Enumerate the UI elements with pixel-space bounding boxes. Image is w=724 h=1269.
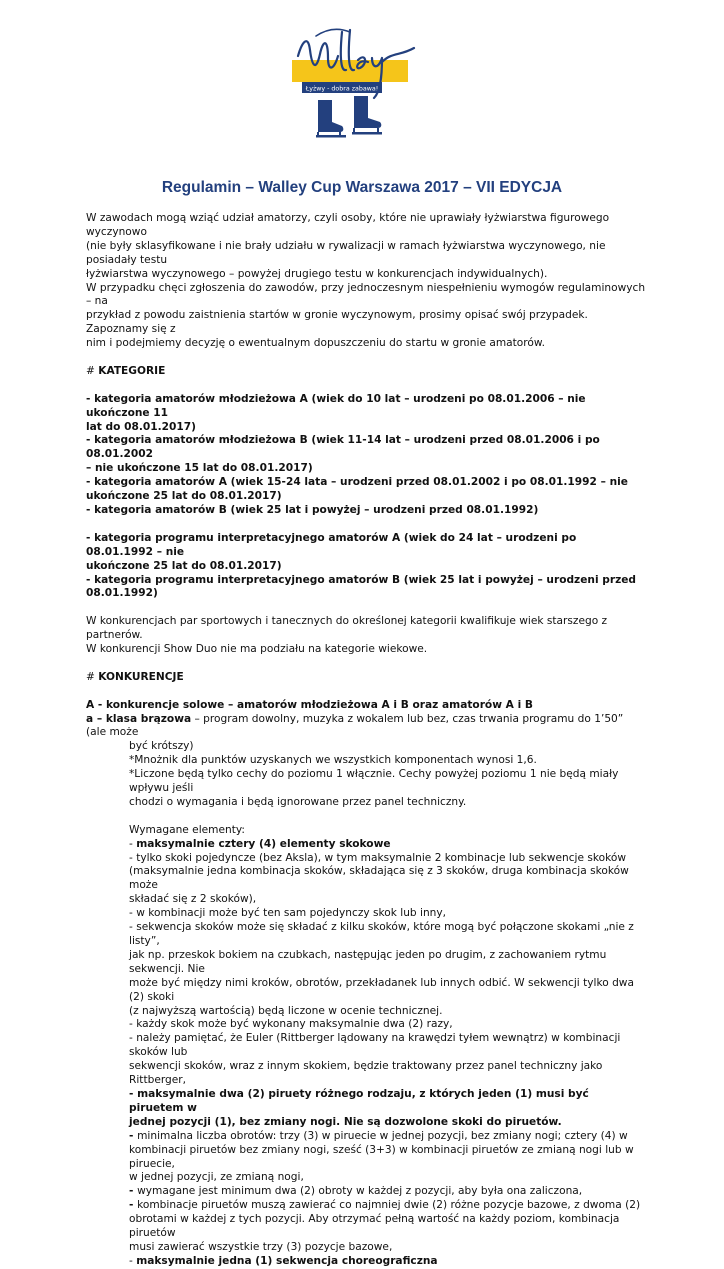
kategorie-list-1 [86, 393, 646, 518]
walley-logo [288, 22, 420, 150]
rule-line: musi zawierać wszystkie trzy (3) pozycje bazowe, [129, 1240, 393, 1253]
spins-heading: - maksymalnie dwa (2) piruety różnego rodzaju, z których jeden (1) musi być piruetem w [129, 1087, 589, 1114]
kategorie-list-2 [86, 532, 646, 602]
jumps-heading: - maksymalnie cztery (4) elementy skokowe [129, 837, 391, 850]
walley-logo-graphic [288, 22, 420, 150]
section-a-heading: A - konkurencje solowe – amatorów młodzieżowa A i B oraz amatorów A i B [86, 698, 533, 711]
bronze-notes [86, 754, 646, 810]
category-line: ukończone 25 lat do 08.01.2017) [86, 490, 282, 503]
logo-tagline: Łyżwy - dobra zabawa! [305, 85, 379, 93]
category-line: ukończone 25 lat do 08.01.2017) [86, 559, 282, 572]
rule-line: (maksymalnie jedna kombinacja skoków, składająca się z 3 skoków, druga kombinacja skoków może [129, 865, 629, 892]
kategorie-note: W konkurencji Show Duo nie ma podziału na kategorie wiekowe. [86, 643, 428, 656]
category-line: - kategoria programu interpretacyjnego amatorów B (wiek 25 lat i powyżej – urodzeni przed [86, 573, 637, 586]
spins-heading-cont: jednej pozycji (1), bez zmiany nogi. Nie są dozwolone skoki do piruetów. [129, 1115, 562, 1128]
intro-line: przykład z powodu zaistnienia startów w gronie wyczynowym, prosimy opisać swój przypadek. Zapoznamy się z [86, 309, 588, 336]
note-line: chodzi o wymagania i będą ignorowane przez panel techniczny. [129, 795, 467, 808]
rule-line: - w kombinacji może być ten sam pojedynczy skok lub inny, [129, 907, 447, 920]
rule-line: - sekwencja skoków może się składać z kilku skoków, które mogą być połączone skokami „nie z listy”, [129, 921, 634, 948]
required-label: Wymagane elementy: [129, 823, 245, 836]
rule-line: (z najwyższą wartością) będą liczone w ocenie technicznej. [129, 1004, 443, 1017]
rule-line: sekwencji skoków, wraz z innym skokiem, będzie traktowany przez panel techniczny jako Rittberger, [129, 1060, 603, 1087]
intro-line: W zawodach mogą wziąć udział amatorzy, czyli osoby, które nie uprawiały łyżwiarstwa figurowego wyczynowo [86, 212, 610, 238]
rule-line: może być między nimi kroków, obrotów, przekładanek lub innych odbić. W sekwencji tylko dwa (2) skoki [129, 976, 634, 1003]
category-line: 08.01.1992) [86, 587, 158, 600]
intro-paragraph [86, 212, 646, 351]
category-line: – nie ukończone 15 lat do 08.01.2017) [86, 462, 313, 475]
category-line: - kategoria amatorów młodzieżowa B (wiek 11-14 lat – urodzeni przed 08.01.2006 i po 08.01.2002 [86, 434, 600, 461]
note-line: *Liczone będą tylko cechy do poziomu 1 włącznie. Cechy powyżej poziomu 1 nie będą miały wpływu jeśli [129, 768, 619, 795]
document-title: Regulamin – Walley Cup Warszawa 2017 – VII EDYCJA [161, 179, 563, 196]
category-line: - kategoria programu interpretacyjnego amatorów A (wiek do 24 lat – urodzeni po 08.01.1992 – nie [86, 531, 577, 558]
choreo-heading: - maksymalnie jedna (1) sekwencja choreograficzna [129, 1254, 438, 1267]
rule-line: - każdy skok może być wykonany maksymalnie dwa (2) razy, [129, 1018, 453, 1031]
rule-line: - kombinacje piruetów muszą zawierać co najmniej dwie (2) różne pozycje bazowe, z dwoma (2) [129, 1199, 641, 1212]
rule-line: kombinacji piruetów bez zmiany nogi, sześć (3+3) w kombinacji piruetów ze zmianą nogi lub w piruecie, [129, 1143, 634, 1170]
intro-line: W przypadku chęci zgłoszenia do zawodów, przy jednoczesnym niespełnieniu wymogów regulaminowych – na [86, 281, 646, 308]
required-elements [86, 824, 646, 1269]
note-line: *Mnożnik dla punktów uzyskanych we wszystkich komponentach wynosi 1,6. [129, 754, 537, 767]
category-line: lat do 08.01.2017) [86, 420, 196, 433]
category-line: - kategoria amatorów młodzieżowa A (wiek do 10 lat – urodzeni po 08.01.2006 – nie ukończone 11 [86, 392, 586, 419]
category-line: - kategoria amatorów B (wiek 25 lat i powyżej – urodzeni przed 08.01.1992) [86, 504, 539, 516]
kategorie-note: W konkurencjach par sportowych i tanecznych do określonej kategorii kwalifikuje wiek starszego z partnerów. [86, 615, 608, 642]
rule-line: - minimalna liczba obrotów: trzy (3) w piruecie w jednej pozycji, bez zmiany nogi; cztery (4) w [129, 1129, 628, 1142]
intro-line: łyżwiarstwa wyczynowego – powyżej drugiego testu w konkurencjach indywidualnych). [86, 267, 548, 280]
rule-line: - należy pamiętać, że Euler (Rittberger lądowany na krawędzi tyłem wewnątrz) w kombinacji skoków lub [129, 1032, 621, 1059]
rule-line: - tylko skoki pojedyncze (bez Aksla), w tym maksymalnie 2 kombinacje lub sekwencje skoków [129, 851, 627, 864]
rule-line: obrotami w każdej z tych pozycji. Aby otrzymać pełną wartość na każdy poziom, kombinacja piruetów [129, 1213, 620, 1240]
konkurencje-heading: # KONKURENCJE [86, 670, 184, 683]
rule-line: jak np. przeskok bokiem na czubkach, następując jeden po drugim, z zachowaniem rytmu sekwencji. Nie [129, 948, 607, 975]
class-bronze-line-cont: być krótszy) [129, 740, 194, 753]
rule-line: w jednej pozycji, ze zmianą nogi, [129, 1171, 304, 1184]
right-skate-icon [354, 96, 381, 128]
class-bronze-line: a – klasa brązowa – program dowolny, muzyka z wokalem lub bez, czas trwania programu do 1’50” (ale może [86, 712, 624, 739]
rule-line: - wymagane jest minimum dwa (2) obroty w każdej z pozycji, aby była ona zaliczona, [129, 1185, 583, 1198]
rule-line: składać się z 2 skoków), [129, 893, 257, 906]
category-line: - kategoria amatorów A (wiek 15-24 lata – urodzeni przed 08.01.2002 i po 08.01.1992 – nie [86, 476, 628, 489]
intro-line: (nie były sklasyfikowane i nie brały udziału w rywalizacji w ramach łyżwiarstwa wyczynowego, nie posiadały testu [86, 239, 606, 266]
intro-line: nim i podejmiemy decyzję o ewentualnym dopuszczeniu do startu w gronie amatorów. [86, 337, 545, 350]
left-skate-icon [318, 100, 343, 132]
document-body [86, 212, 646, 1269]
kategorie-heading: # KATEGORIE [86, 364, 166, 377]
